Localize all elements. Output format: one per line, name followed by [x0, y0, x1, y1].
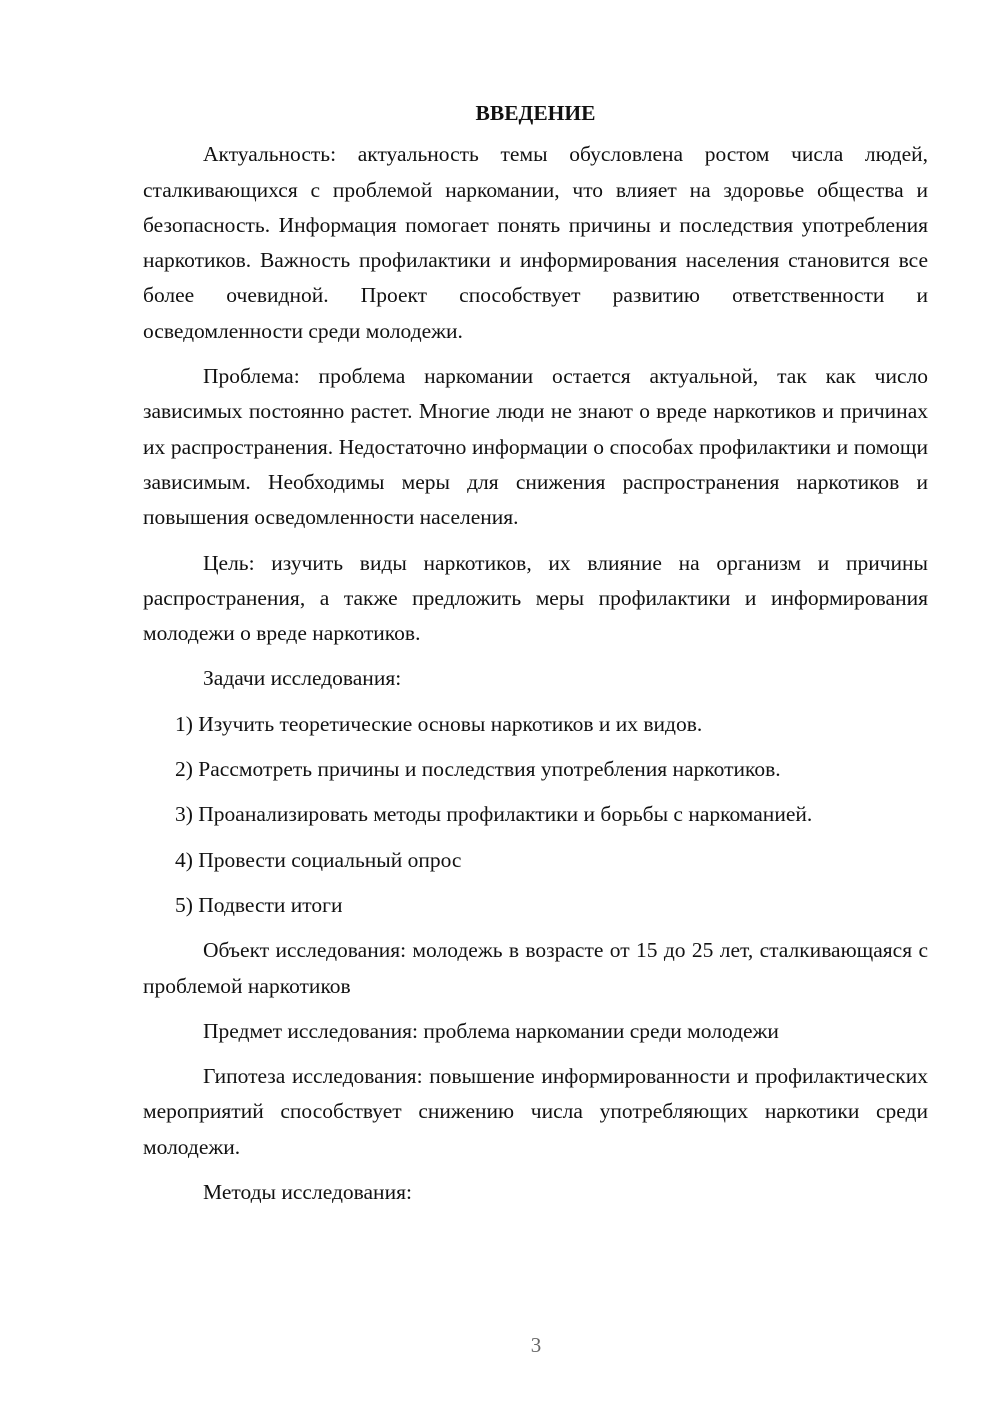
problem-paragraph: Проблема: проблема наркомании остается актуальной, так как число зависимых постоянно растет. Многие люди не знают о вреде наркотиков и причинах их распространения. Недостаточно информации о способах профилактики и помощи зависимым. Необходимы меры для снижения распространения наркотиков и повышения осведомленности населения. [143, 364, 928, 530]
subject-paragraph: Предмет исследования: проблема наркомании среди молодежи [203, 1018, 779, 1043]
tasks-list [143, 707, 928, 923]
relevance-paragraph: Актуальность: актуальность темы обусловлена ростом числа людей, сталкивающихся с проблемой наркомании, что влияет на здоровье общества и безопасность. Информация помогает понять причины и последствия употребления наркотиков. Важность профилактики и информирования населения становится все более очевидной. Проект способствует развитию ответственности и осведомленности среди молодежи. [143, 142, 928, 343]
task-item: 2) Рассмотреть причины и последствия употребления наркотиков. [175, 757, 781, 782]
goal-paragraph: Цель: изучить виды наркотиков, их влияние на организм и причины распространения, а также предложить меры профилактики и информирования молодежи о вреде наркотиков. [143, 550, 928, 646]
task-item: 1) Изучить теоретические основы наркотиков и их видов. [175, 711, 703, 736]
page-content [143, 96, 928, 1220]
page-number: 3 [530, 1333, 542, 1357]
object-paragraph: Объект исследования: молодежь в возрасте от 15 до 25 лет, сталкивающаяся с проблемой наркотиков [143, 938, 928, 998]
task-item: 5) Подвести итоги [175, 892, 343, 917]
task-item: 4) Провести социальный опрос [175, 847, 462, 872]
task-item: 3) Проанализировать методы профилактики и борьбы с наркоманией. [175, 802, 813, 827]
methods-heading: Методы исследования: [203, 1180, 412, 1205]
hypothesis-paragraph: Гипотеза исследования: повышение информированности и профилактических мероприятий способствует снижению числа употребляющих наркотики среди молодежи. [143, 1064, 928, 1159]
section-title: ВВЕДЕНИЕ [475, 101, 596, 125]
tasks-heading: Задачи исследования: [203, 666, 402, 691]
